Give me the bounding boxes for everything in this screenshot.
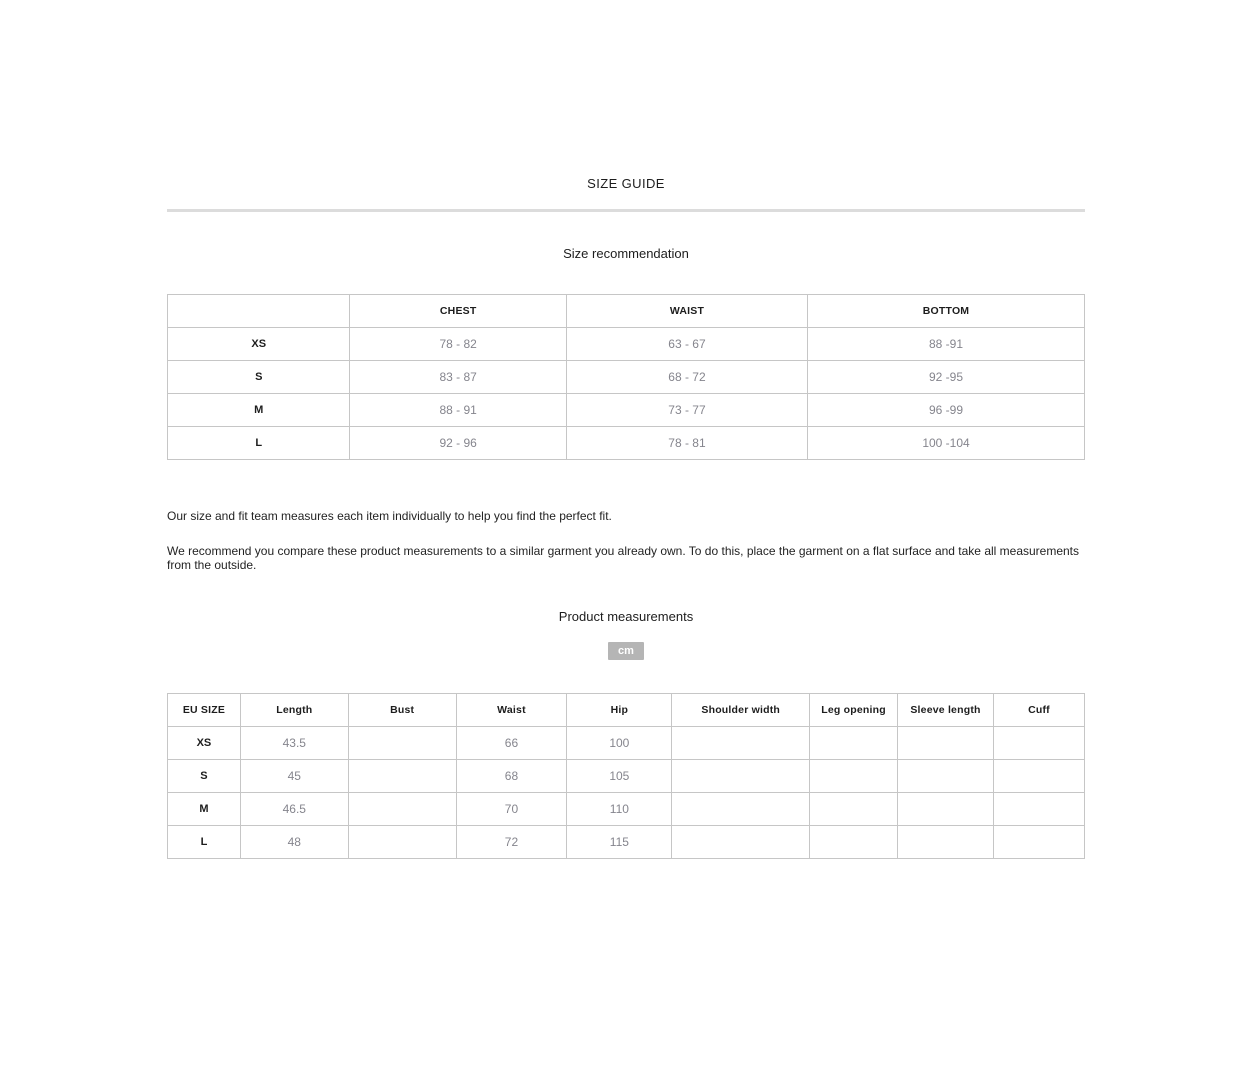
size-recommendation-table — [167, 294, 1085, 460]
header-cell-cuff: Cuff — [993, 694, 1084, 727]
sleeve-length-value — [898, 793, 994, 826]
table-row — [168, 427, 1085, 460]
sleeve-length-value — [898, 826, 994, 859]
sleeve-length-value — [898, 760, 994, 793]
header-cell-chest: CHEST — [350, 295, 566, 328]
product-measurements-header-row — [168, 694, 1085, 727]
hip-value: 105 — [567, 760, 672, 793]
length-value: 45 — [240, 760, 348, 793]
measure-note-paragraph: We recommend you compare these product measurements to a similar garment you already own. To do this, place the garment on a flat surface and take all measurements from the outside. — [167, 544, 1080, 572]
length-value: 46.5 — [240, 793, 348, 826]
waist-value: 68 - 72 — [566, 361, 807, 394]
size-label: S — [168, 361, 350, 394]
product-measurements-heading: Product measurements — [558, 609, 694, 624]
waist-value: 73 - 77 — [566, 394, 807, 427]
product-measurements-table — [167, 693, 1085, 859]
table-row — [168, 361, 1085, 394]
waist-value: 66 — [456, 727, 567, 760]
size-label: S — [168, 760, 241, 793]
header-cell-waist: Waist — [456, 694, 567, 727]
unit-toggle-cm[interactable]: cm — [608, 642, 644, 660]
size-label: L — [168, 427, 350, 460]
bottom-value: 88 -91 — [808, 328, 1085, 361]
sleeve-length-value — [898, 727, 994, 760]
length-value: 48 — [240, 826, 348, 859]
shoulder-width-value — [672, 793, 810, 826]
size-label: XS — [168, 328, 350, 361]
hip-value: 100 — [567, 727, 672, 760]
cuff-value — [993, 727, 1084, 760]
shoulder-width-value — [672, 826, 810, 859]
table-row — [168, 793, 1085, 826]
title-divider — [167, 209, 1085, 212]
bottom-value: 100 -104 — [808, 427, 1085, 460]
size-label: L — [168, 826, 241, 859]
bottom-value: 96 -99 — [808, 394, 1085, 427]
table-row — [168, 328, 1085, 361]
leg-opening-value — [810, 826, 898, 859]
waist-value: 72 — [456, 826, 567, 859]
header-cell-eu-size: EU SIZE — [168, 694, 241, 727]
header-cell-shoulder-width: Shoulder width — [672, 694, 810, 727]
fit-note-paragraph: Our size and fit team measures each item individually to help you find the perfect fit. — [167, 509, 612, 523]
cuff-value — [993, 793, 1084, 826]
size-recommendation-header-row — [168, 295, 1085, 328]
bust-value — [348, 793, 456, 826]
bust-value — [348, 727, 456, 760]
size-label: M — [168, 394, 350, 427]
table-row — [168, 826, 1085, 859]
header-cell-hip: Hip — [567, 694, 672, 727]
leg-opening-value — [810, 760, 898, 793]
chest-value: 92 - 96 — [350, 427, 566, 460]
cuff-value — [993, 760, 1084, 793]
size-label: M — [168, 793, 241, 826]
chest-value: 88 - 91 — [350, 394, 566, 427]
header-cell-leg-opening: Leg opening — [810, 694, 898, 727]
waist-value: 70 — [456, 793, 567, 826]
waist-value: 78 - 81 — [566, 427, 807, 460]
size-label: XS — [168, 727, 241, 760]
chest-value: 83 - 87 — [350, 361, 566, 394]
header-cell-bust: Bust — [348, 694, 456, 727]
header-cell-bottom: BOTTOM — [808, 295, 1085, 328]
table-row — [168, 727, 1085, 760]
header-cell-sleeve-length: Sleeve length — [898, 694, 994, 727]
leg-opening-value — [810, 727, 898, 760]
header-cell-length: Length — [240, 694, 348, 727]
hip-value: 110 — [567, 793, 672, 826]
shoulder-width-value — [672, 727, 810, 760]
length-value: 43.5 — [240, 727, 348, 760]
leg-opening-value — [810, 793, 898, 826]
header-cell-waist: WAIST — [566, 295, 807, 328]
table-row — [168, 394, 1085, 427]
chest-value: 78 - 82 — [350, 328, 566, 361]
hip-value: 115 — [567, 826, 672, 859]
bust-value — [348, 760, 456, 793]
shoulder-width-value — [672, 760, 810, 793]
bust-value — [348, 826, 456, 859]
waist-value: 63 - 67 — [566, 328, 807, 361]
cuff-value — [993, 826, 1084, 859]
waist-value: 68 — [456, 760, 567, 793]
table-row — [168, 760, 1085, 793]
size-recommendation-heading: Size recommendation — [563, 246, 689, 261]
header-cell-empty — [168, 295, 350, 328]
bottom-value: 92 -95 — [808, 361, 1085, 394]
size-guide-content — [167, 0, 1085, 859]
page-title: SIZE GUIDE — [587, 176, 665, 191]
